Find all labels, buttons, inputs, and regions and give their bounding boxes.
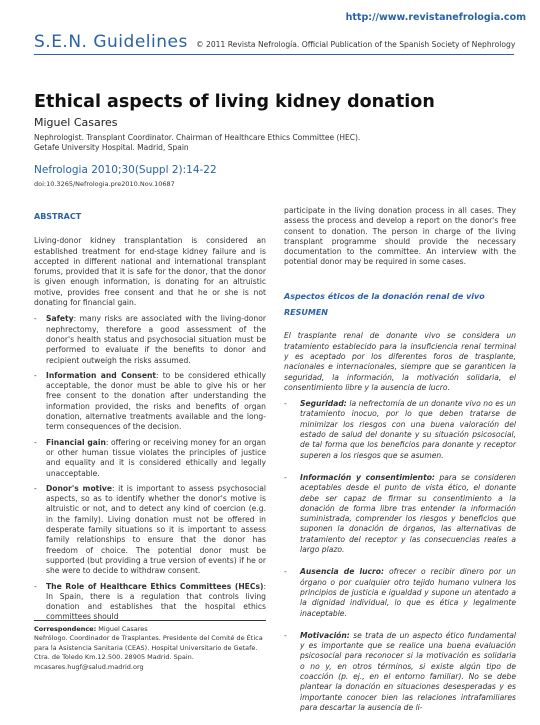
list-dash: - bbox=[284, 399, 287, 409]
affiliation-line-1: Nephrologist. Transplant Coordinator. Chairman of Healthcare Ethics Committee (HEC). bbox=[34, 133, 361, 142]
abstract-heading: ABSTRACT bbox=[34, 212, 82, 221]
list-item bbox=[34, 438, 266, 479]
item-text: : to be considered ethically acceptable, the donor must be able to give his or her free consent to the donation after understanding the information provided, the risks and benefits of organ donation, alternative treatments available and the long-term consequences of the decision. bbox=[46, 370, 266, 432]
abstract-list bbox=[34, 314, 266, 622]
list-dash: - bbox=[34, 437, 37, 447]
copyright-line: © 2011 Revista Nefrología. Official Publication of the Spanish Society of Nephrology bbox=[196, 40, 516, 49]
resumen-heading: RESUMEN bbox=[284, 308, 329, 318]
list-dash: - bbox=[34, 370, 37, 380]
list-dash: - bbox=[284, 567, 287, 577]
correspondence-line bbox=[34, 625, 266, 634]
list-item bbox=[284, 399, 516, 461]
list-item bbox=[284, 473, 516, 555]
right-column bbox=[284, 206, 516, 725]
abstract-intro: Living-donor kidney transplantation is considered an established treatment for end-stage kidney failure and is accepted in different national and international transplant forums, provided that it is safe for the donor, that the donor is given enough information, is donating for an altruistic motive, provides free consent and that he or she is not donating for financial gain. bbox=[34, 236, 266, 308]
list-item bbox=[284, 567, 516, 618]
footnote-line: Nefrólogo. Coordinador de Trasplantes. Presidente del Comité de Ética bbox=[34, 634, 263, 643]
item-text: : many risks are associated with the living-donor nephrectomy, therefore a good assessment of the donor's health status and psychosocial situation must be performed to evaluate if the benefits to donor and recipient outweigh the risks assumed. bbox=[46, 314, 266, 365]
item-term: Safety bbox=[46, 314, 74, 324]
author-name: Miguel Casares bbox=[34, 116, 118, 129]
item-term: Ausencia de lucro: bbox=[300, 567, 385, 577]
correspondence-footnote bbox=[34, 625, 266, 672]
item-text: ofrecer o recibir dinero por un órgano o por cualquier otro tejido humano vulnera los principios de justicia e igualdad y supone un atentado a la dignidad individual, lo que es ética y legalmente inaceptable. bbox=[300, 567, 516, 618]
item-term: Información y consentimiento: bbox=[300, 472, 435, 482]
item-text: para se consideren aceptables desde el punto de vista ético, el donante debe ser capaz de firmar su consentimiento a la donación de forma libre tras entender la información suministrada, comprender los riesgos y beneficios que suponen la donación de órganos, las alternativas de tratamiento del receptor y las consecuencias reales a largo plazo. bbox=[300, 472, 516, 555]
journal-url[interactable]: http://www.revistanefrologia.com bbox=[345, 12, 526, 23]
item-term: Information and Consent bbox=[46, 370, 156, 380]
item-term: Donor's motive bbox=[46, 483, 112, 493]
correspondence-email[interactable]: mcasares.hugf@salud.madrid.org bbox=[34, 662, 144, 671]
item-text: : offering or receiving money for an organ or other human tissue violates the principles of justice and equality and it is considered ethically and legally unacceptable. bbox=[46, 437, 266, 478]
citation: Nefrologia 2010;30(Suppl 2):14-22 bbox=[34, 164, 217, 176]
affiliation-line-2: Getafe University Hospital. Madrid, Spain bbox=[34, 143, 189, 152]
resumen-intro: El trasplante renal de donante vivo se considera un tratamiento establecido para la insuficiencia renal terminal y es aceptado por los diferentes foros de trasplante, nacionales e internacionales, siempre que se garanticen la seguridad, la información, la motivación solidaria, el consentimiento libre y la ausencia de lucro. bbox=[284, 331, 516, 392]
series-title: S.E.N. Guidelines bbox=[34, 32, 188, 52]
resumen-list bbox=[284, 399, 516, 713]
list-dash: - bbox=[284, 630, 287, 640]
article-title: Ethical aspects of living kidney donation bbox=[34, 92, 435, 112]
doi[interactable]: doi:10.3265/Nefrologia.pre2010.Nov.10687 bbox=[34, 180, 175, 188]
item-text: : In Spain, there is a regulation that controls living donation and establishes that the hospital ethics committees should bbox=[46, 581, 266, 622]
list-dash: - bbox=[284, 472, 287, 482]
footnote-rule bbox=[34, 620, 266, 621]
list-dash: - bbox=[34, 581, 37, 591]
list-item bbox=[284, 631, 516, 713]
abstract-column bbox=[34, 212, 266, 628]
author-affiliation bbox=[34, 133, 454, 153]
list-item bbox=[34, 582, 266, 623]
footnote-line: Ctra. de Toledo Km.12.500. 28905 Madrid. Spain. bbox=[34, 653, 194, 662]
item-term: The Role of Healthcare Ethics Committees (HECs) bbox=[46, 581, 264, 591]
item-text: la nefrectomía de un donante vivo no es un tratamiento inocuo, por lo que deben tratarse de minimizar los riesgos con una buena valoración del estado de salud del donante y su situación psicosocial, de tal forma que los beneficios para donante y receptor superen a los riesgos que se asumen. bbox=[300, 399, 516, 460]
footnote-line: para la Asistencia Sanitaria (CEAS). Hospital Universitario de Getafe. bbox=[34, 643, 258, 652]
list-item bbox=[34, 371, 266, 433]
list-dash: - bbox=[34, 314, 37, 324]
item-term: Motivación: bbox=[300, 630, 350, 640]
list-dash: - bbox=[34, 483, 37, 493]
correspondence-label: Correspondence: bbox=[34, 625, 97, 633]
correspondence-name: Miguel Casares bbox=[96, 625, 148, 633]
abstract-continuation: participate in the living donation process in all cases. They assess the process and develop a report on the donor's free consent to donation. The person in charge of the living transplant programme should provide the necessary documentation to the committee. An interview with the potential donor may be required in some cases. bbox=[284, 206, 516, 267]
item-term: Seguridad: bbox=[300, 399, 347, 409]
list-item bbox=[34, 484, 266, 577]
list-item bbox=[34, 314, 266, 365]
item-text: se trata de un aspecto ético fundamental y es importante que se realice una buena evaluación psicosocial para reconocer si la motivación es solidaria o no y, en otros términos, si existe algún tipo de coacción (p. ej., en el entorno familiar). No se debe plantear la donación en situaciones desesperadas y es importante conocer bien las relaciones intrafamiliares para descartar la ausencia de li- bbox=[300, 630, 516, 712]
header-rule bbox=[34, 54, 514, 55]
item-term: Financial gain bbox=[46, 437, 106, 447]
spanish-title: Aspectos éticos de la donación renal de vivo bbox=[284, 291, 485, 301]
item-text: : it is important to assess psychosocial aspects, so as to identify whether the donor's motive is altruistic or not, and to detect any kind of coercion (e.g. in the family). Living donation must not be offered in desperate family situations so it is important to assess family relationships to ensure that the donor has freedom of choice. The potential donor must be supported (but providing a true version of events) if he or she were to decide to withdraw consent. bbox=[46, 483, 266, 576]
